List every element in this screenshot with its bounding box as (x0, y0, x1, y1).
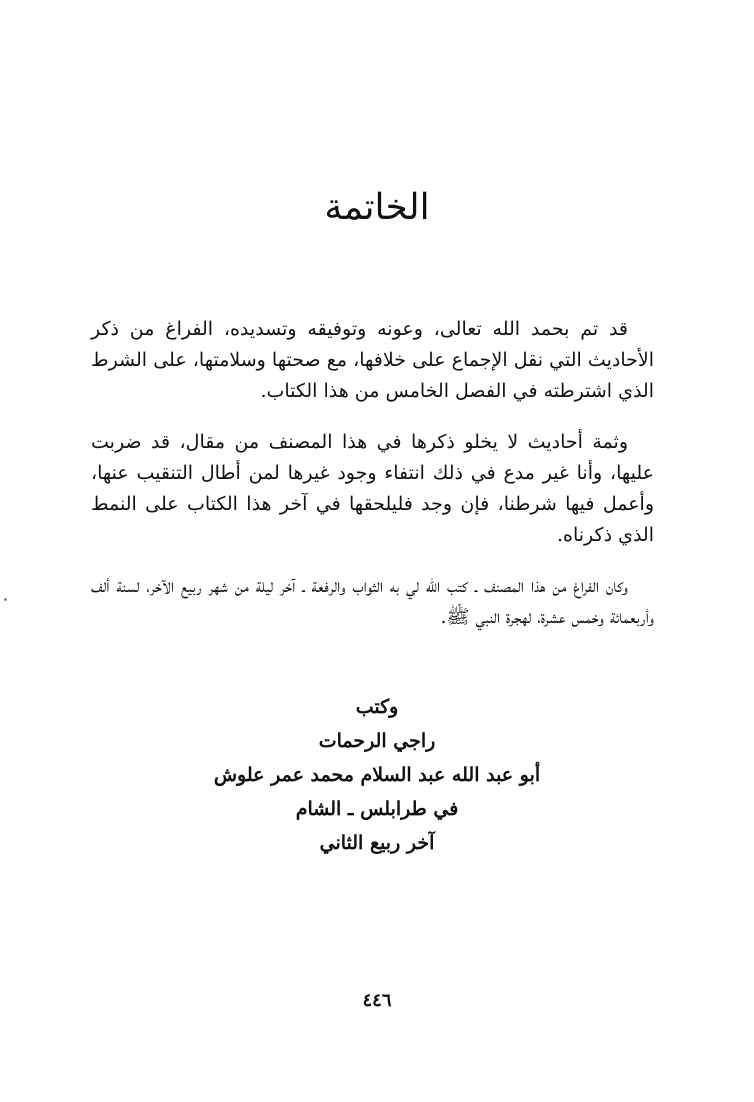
chapter-title: الخاتمة (324, 187, 430, 228)
signature-epithet: راجي الرحمات (318, 730, 436, 752)
signature-place: في طرابلس ـ الشام (295, 798, 459, 820)
signature-date: آخر ربيع الثاني (319, 832, 435, 854)
author-signature (0, 690, 754, 860)
signature-written-by: وكتب (355, 696, 399, 718)
body-text (91, 314, 654, 653)
paragraph-completion-date: وكان الفراغ من هذا المصنف ـ كتب الله لي به الثواب والرفعة ـ آخر ليلة من شهر ربيع الآخر، لسنة ألف وأربعمائة وخمس عشرة، لهجرة النبي ﷺ. (91, 575, 654, 628)
paragraph-remaining-hadiths: وثمة أحاديث لا يخلو ذكرها في هذا المصنف من مقال، قد ضربت عليها، وأنا غير مدع في ذلك انتفاء وجود غيرها لمن أطال التنقيب عنها، وأعمل فيها شرطنا، فإن وجد فليلحقها في آخر هذا الكتاب على النمط الذي ذكرناه. (91, 431, 654, 546)
paragraph-completion: قد تم بحمد الله تعالى، وعونه وتوفيقه وتسديده، الفراغ من ذكر الأحاديث التي نقل الإجماع على خلافها، مع صحتها وسلامتها، على الشرط الذي اشترطته في الفصل الخامس من هذا الكتاب. (91, 318, 654, 402)
margin-speck (4, 598, 7, 601)
page-number: ٤٤٦ (362, 990, 392, 1011)
signature-author-name: أبو عبد الله عبد السلام محمد عمر علوش (213, 764, 541, 786)
